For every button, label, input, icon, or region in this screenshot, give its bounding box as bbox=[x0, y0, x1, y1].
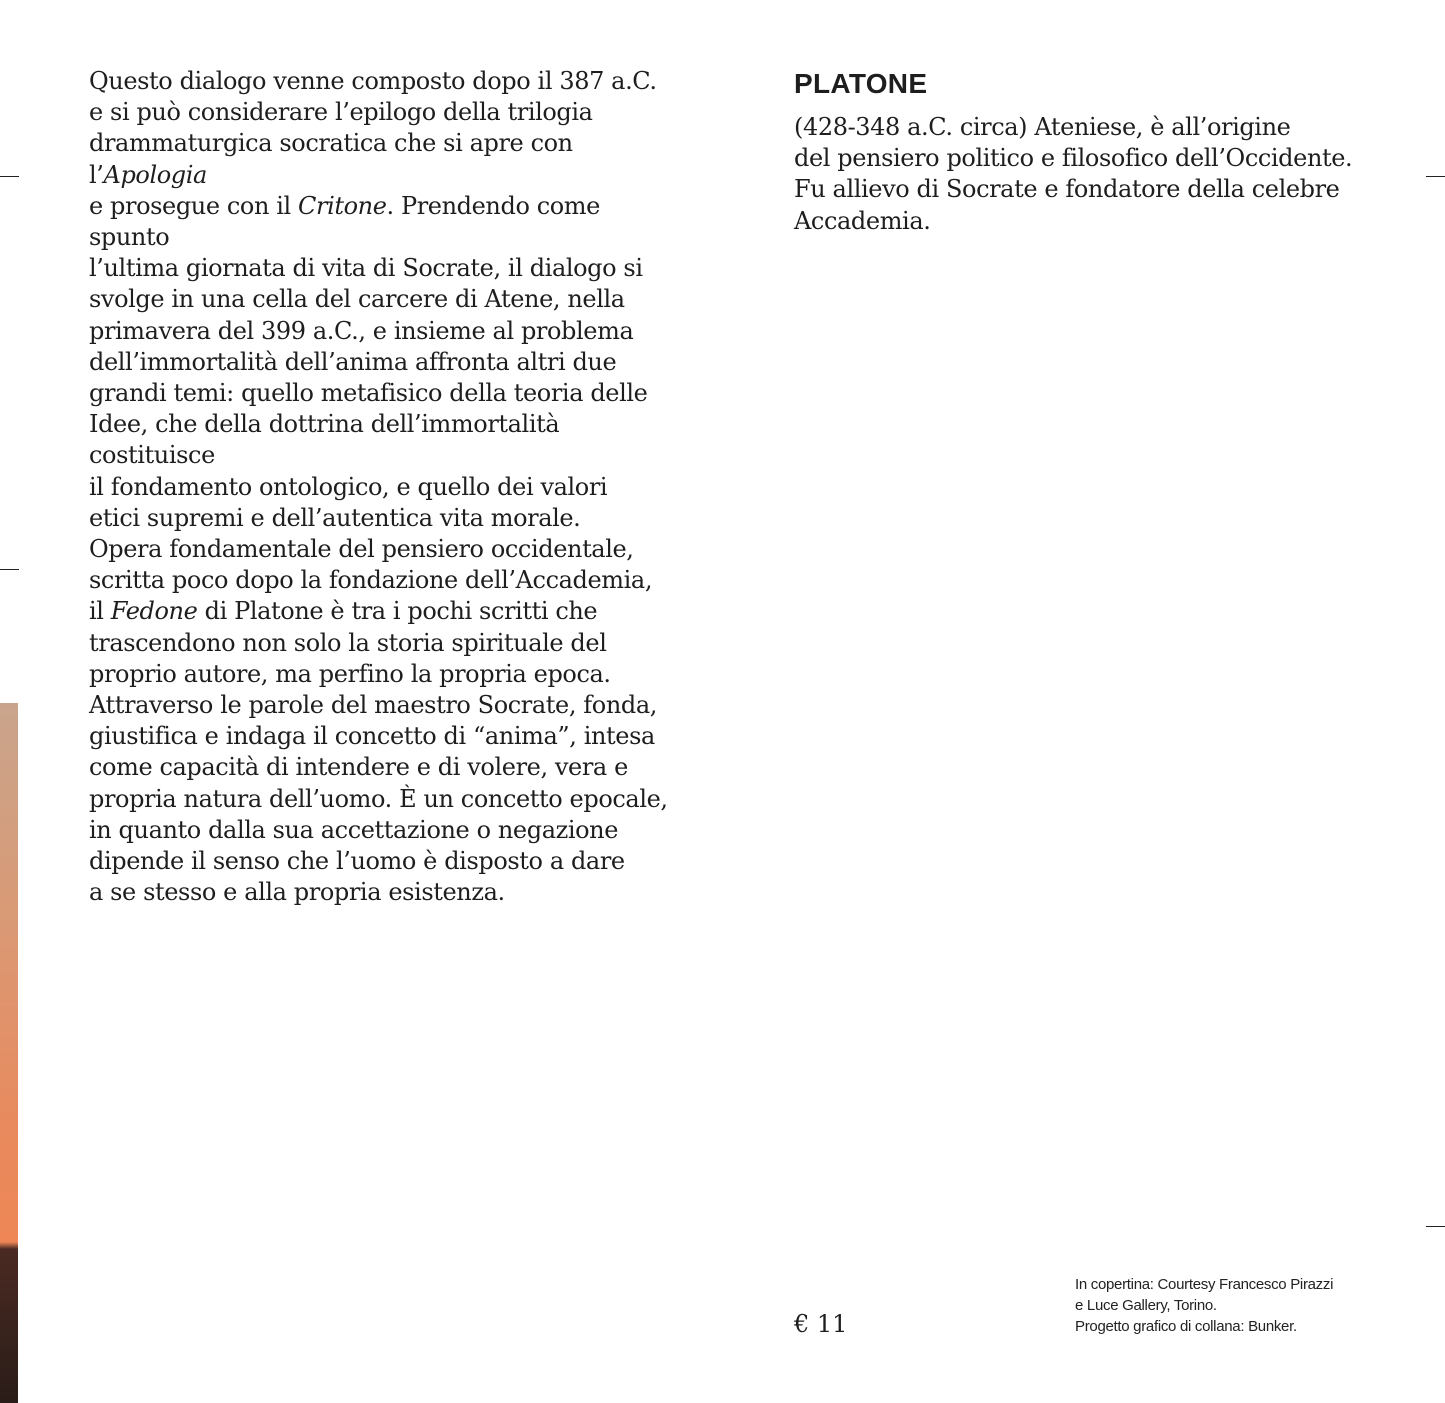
author-bio bbox=[794, 112, 1354, 237]
description-line: dell’immortalità dell’anima affronta altri due bbox=[89, 347, 617, 376]
book-description bbox=[89, 66, 669, 908]
description-line: l’ultima giornata di vita di Socrate, il dialogo si bbox=[89, 254, 643, 283]
credits-line: Progetto grafico di collana: Bunker. bbox=[1075, 1318, 1297, 1335]
description-line: grandi temi: quello metafisico della teoria delle bbox=[89, 379, 648, 408]
author-section bbox=[794, 66, 1354, 237]
description-line: drammaturgica socratica che si apre con l’Apologia bbox=[89, 129, 573, 189]
description-line: e prosegue con il Critone. Prendendo come spunto bbox=[89, 191, 600, 252]
description-line: Questo dialogo venne composto dopo il 387 a.C. bbox=[89, 67, 657, 95]
description-line: Attraverso le parole del maestro Socrate, fonda, bbox=[89, 691, 657, 720]
credits-line: e Luce Gallery, Torino. bbox=[1075, 1297, 1217, 1314]
description-line: propria natura dell’uomo. È un concetto epocale, bbox=[89, 784, 668, 813]
author-bio-line: Accademia. bbox=[794, 206, 931, 235]
title-critone: Critone bbox=[298, 191, 387, 220]
description-line: in quanto dalla sua accettazione o negazione bbox=[89, 815, 619, 844]
description-line: Idee, che della dottrina dell’immortalità costituisce bbox=[89, 410, 560, 470]
description-line: giustifica e indaga il concetto di “anima”, intesa bbox=[89, 722, 655, 751]
author-bio-line: (428-348 a.C. circa) Ateniese, è all’origine bbox=[794, 113, 1291, 141]
crop-mark-right-top bbox=[1426, 176, 1445, 177]
description-line: scritta poco dopo la fondazione dell’Accademia, bbox=[89, 566, 653, 595]
description-line: primavera del 399 a.C., e insieme al problema bbox=[89, 316, 634, 345]
price: € 11 bbox=[794, 1310, 848, 1338]
description-line: a se stesso e alla propria esistenza. bbox=[89, 878, 505, 907]
description-line: il Fedone di Platone è tra i pochi scritti che bbox=[89, 597, 598, 626]
description-line: come capacità di intendere e di volere, vera e bbox=[89, 753, 628, 782]
cover-credits bbox=[1075, 1274, 1375, 1337]
crop-mark-right-bottom bbox=[1426, 1226, 1445, 1227]
credits-line: In copertina: Courtesy Francesco Pirazzi bbox=[1075, 1276, 1334, 1293]
title-apologia: Apologia bbox=[103, 160, 207, 189]
description-line: il fondamento ontologico, e quello dei valori bbox=[89, 472, 608, 501]
crop-mark-left-top bbox=[0, 176, 19, 177]
description-line: svolge in una cella del carcere di Atene, nella bbox=[89, 285, 625, 314]
description-line: etici supremi e dell’autentica vita morale. bbox=[89, 503, 581, 532]
author-bio-line: del pensiero politico e filosofico dell’Occidente. bbox=[794, 144, 1353, 173]
description-line: e si può considerare l’epilogo della trilogia bbox=[89, 98, 593, 127]
author-name: PLATONE bbox=[794, 68, 928, 99]
description-line: proprio autore, ma perfino la propria epoca. bbox=[89, 659, 611, 688]
description-line: dipende il senso che l’uomo è disposto a dare bbox=[89, 847, 625, 876]
author-bio-line: Fu allievo di Socrate e fondatore della celebre bbox=[794, 175, 1340, 204]
crop-mark-left-middle bbox=[0, 569, 19, 570]
description-line: trascendono non solo la storia spirituale del bbox=[89, 628, 607, 657]
description-line: Opera fondamentale del pensiero occidentale, bbox=[89, 535, 634, 564]
title-fedone: Fedone bbox=[110, 597, 198, 626]
cover-spine-strip bbox=[0, 703, 18, 1403]
